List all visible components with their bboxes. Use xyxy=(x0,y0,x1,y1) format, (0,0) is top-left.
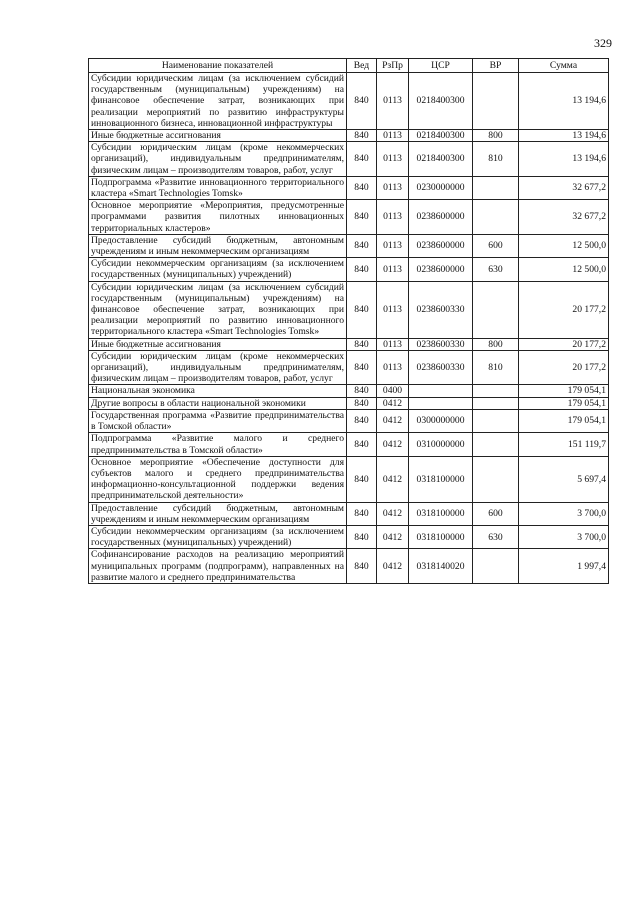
row-name-cell: Предоставление субсидий бюджетным, автономным учреждениям и иным некоммерческим организациям xyxy=(89,502,347,525)
row-csr-cell: 0238600000 xyxy=(409,234,473,257)
row-csr-cell: 0318100000 xyxy=(409,502,473,525)
row-name-cell: Субсидии юридическим лицам (кроме некоммерческих организаций), индивидуальным предпринимателям, физическим лицам – производителям товаров, работ, услуг xyxy=(89,142,347,177)
row-ved-cell: 840 xyxy=(347,409,377,432)
row-rzpr-cell: 0412 xyxy=(377,549,409,584)
table-row xyxy=(89,234,609,257)
row-name-cell: Иные бюджетные ассигнования xyxy=(89,338,347,350)
row-vr-cell xyxy=(473,200,519,235)
row-name-cell: Предоставление субсидий бюджетным, автономным учреждениям и иным некоммерческим организациям xyxy=(89,234,347,257)
row-ved-cell: 840 xyxy=(347,338,377,350)
row-sum-cell: 32 677,2 xyxy=(519,200,609,235)
row-vr-cell xyxy=(473,549,519,584)
row-sum-cell: 20 177,2 xyxy=(519,281,609,338)
header-ved: Вед xyxy=(347,59,377,73)
header-rzpr: РзПр xyxy=(377,59,409,73)
row-ved-cell: 840 xyxy=(347,433,377,456)
row-rzpr-cell: 0412 xyxy=(377,433,409,456)
row-vr-cell xyxy=(473,433,519,456)
row-sum-cell: 13 194,6 xyxy=(519,73,609,130)
row-sum-cell: 1 997,4 xyxy=(519,549,609,584)
row-csr-cell: 0300000000 xyxy=(409,409,473,432)
row-sum-cell: 13 194,6 xyxy=(519,130,609,142)
row-rzpr-cell: 0113 xyxy=(377,73,409,130)
row-csr-cell: 0230000000 xyxy=(409,176,473,199)
row-vr-cell xyxy=(473,281,519,338)
row-ved-cell: 840 xyxy=(347,234,377,257)
header-name: Наименование показателей xyxy=(89,59,347,73)
header-csr: ЦСР xyxy=(409,59,473,73)
row-ved-cell: 840 xyxy=(347,385,377,397)
row-sum-cell: 179 054,1 xyxy=(519,397,609,409)
row-ved-cell: 840 xyxy=(347,549,377,584)
row-ved-cell: 840 xyxy=(347,502,377,525)
budget-table xyxy=(88,58,609,584)
table-row xyxy=(89,397,609,409)
row-rzpr-cell: 0412 xyxy=(377,502,409,525)
row-sum-cell: 151 119,7 xyxy=(519,433,609,456)
table-row xyxy=(89,130,609,142)
row-vr-cell xyxy=(473,73,519,130)
row-csr-cell: 0238600330 xyxy=(409,281,473,338)
table-row xyxy=(89,385,609,397)
row-rzpr-cell: 0113 xyxy=(377,350,409,385)
row-ved-cell: 840 xyxy=(347,142,377,177)
row-rzpr-cell: 0113 xyxy=(377,234,409,257)
table-row xyxy=(89,350,609,385)
row-name-cell: Субсидии юридическим лицам (за исключением субсидий государственным (муниципальным) учреждениям) на финансовое обеспечение затрат, возникающих при реализации мероприятий по развитию инфраструктуры инновационного бизнеса, инновационной инфраструктуры xyxy=(89,73,347,130)
header-vr: ВР xyxy=(473,59,519,73)
table-row xyxy=(89,549,609,584)
row-ved-cell: 840 xyxy=(347,73,377,130)
row-ved-cell: 840 xyxy=(347,130,377,142)
row-rzpr-cell: 0113 xyxy=(377,258,409,281)
row-sum-cell: 3 700,0 xyxy=(519,525,609,548)
row-ved-cell: 840 xyxy=(347,200,377,235)
row-vr-cell xyxy=(473,409,519,432)
row-sum-cell: 3 700,0 xyxy=(519,502,609,525)
row-vr-cell xyxy=(473,385,519,397)
row-csr-cell: 0318100000 xyxy=(409,456,473,502)
row-sum-cell: 179 054,1 xyxy=(519,409,609,432)
row-name-cell: Иные бюджетные ассигнования xyxy=(89,130,347,142)
row-rzpr-cell: 0113 xyxy=(377,200,409,235)
row-rzpr-cell: 0113 xyxy=(377,176,409,199)
table-row xyxy=(89,502,609,525)
row-sum-cell: 5 697,4 xyxy=(519,456,609,502)
row-vr-cell: 600 xyxy=(473,234,519,257)
row-rzpr-cell: 0412 xyxy=(377,409,409,432)
row-name-cell: Подпрограмма «Развитие малого и среднего предпринимательства в Томской области» xyxy=(89,433,347,456)
row-sum-cell: 12 500,0 xyxy=(519,234,609,257)
row-csr-cell: 0238600000 xyxy=(409,200,473,235)
row-ved-cell: 840 xyxy=(347,258,377,281)
row-name-cell: Субсидии юридическим лицам (кроме некоммерческих организаций), индивидуальным предпринимателям, физическим лицам – производителям товаров, работ, услуг xyxy=(89,350,347,385)
table-header xyxy=(89,59,609,73)
table-row xyxy=(89,200,609,235)
row-rzpr-cell: 0400 xyxy=(377,385,409,397)
row-rzpr-cell: 0412 xyxy=(377,525,409,548)
row-name-cell: Другие вопросы в области национальной экономики xyxy=(89,397,347,409)
table-row xyxy=(89,525,609,548)
row-vr-cell xyxy=(473,456,519,502)
row-rzpr-cell: 0113 xyxy=(377,281,409,338)
row-csr-cell: 0238600000 xyxy=(409,258,473,281)
row-name-cell: Государственная программа «Развитие предпринимательства в Томской области» xyxy=(89,409,347,432)
row-ved-cell: 840 xyxy=(347,176,377,199)
row-sum-cell: 179 054,1 xyxy=(519,385,609,397)
row-sum-cell: 20 177,2 xyxy=(519,338,609,350)
row-vr-cell xyxy=(473,397,519,409)
row-csr-cell xyxy=(409,397,473,409)
table-row xyxy=(89,258,609,281)
row-vr-cell: 630 xyxy=(473,525,519,548)
table-row xyxy=(89,176,609,199)
row-csr-cell: 0218400300 xyxy=(409,130,473,142)
table-row xyxy=(89,142,609,177)
table-row xyxy=(89,281,609,338)
table-row xyxy=(89,73,609,130)
header-sum: Сумма xyxy=(519,59,609,73)
table-row xyxy=(89,338,609,350)
row-csr-cell: 0218400300 xyxy=(409,142,473,177)
row-rzpr-cell: 0113 xyxy=(377,130,409,142)
table-row xyxy=(89,409,609,432)
row-vr-cell: 630 xyxy=(473,258,519,281)
row-vr-cell: 810 xyxy=(473,350,519,385)
table-body xyxy=(89,73,609,584)
row-rzpr-cell: 0412 xyxy=(377,456,409,502)
row-sum-cell: 13 194,6 xyxy=(519,142,609,177)
row-rzpr-cell: 0113 xyxy=(377,338,409,350)
row-csr-cell: 0310000000 xyxy=(409,433,473,456)
row-vr-cell: 800 xyxy=(473,338,519,350)
row-name-cell: Субсидии некоммерческим организациям (за исключением государственных (муниципальных) учреждений) xyxy=(89,525,347,548)
table-row xyxy=(89,456,609,502)
header-row xyxy=(89,59,609,73)
row-csr-cell: 0238600330 xyxy=(409,338,473,350)
row-name-cell: Основное мероприятие «Обеспечение доступности для субъектов малого и среднего предпринимательства информационно-консультационной поддержки ведения предпринимательской деятельности» xyxy=(89,456,347,502)
row-name-cell: Основное мероприятие «Мероприятия, предусмотренные программами развития пилотных инновационных территориальных кластеров» xyxy=(89,200,347,235)
row-name-cell: Субсидии некоммерческим организациям (за исключением государственных (муниципальных) учреждений) xyxy=(89,258,347,281)
table-row xyxy=(89,433,609,456)
row-rzpr-cell: 0113 xyxy=(377,142,409,177)
row-sum-cell: 12 500,0 xyxy=(519,258,609,281)
row-vr-cell: 810 xyxy=(473,142,519,177)
row-vr-cell: 600 xyxy=(473,502,519,525)
row-sum-cell: 32 677,2 xyxy=(519,176,609,199)
row-csr-cell: 0318140020 xyxy=(409,549,473,584)
row-csr-cell: 0218400300 xyxy=(409,73,473,130)
row-vr-cell xyxy=(473,176,519,199)
row-sum-cell: 20 177,2 xyxy=(519,350,609,385)
row-ved-cell: 840 xyxy=(347,281,377,338)
row-name-cell: Подпрограмма «Развитие инновационного территориального кластера «Smart Technologies Tomsk» xyxy=(89,176,347,199)
row-csr-cell: 0318100000 xyxy=(409,525,473,548)
row-ved-cell: 840 xyxy=(347,350,377,385)
row-vr-cell: 800 xyxy=(473,130,519,142)
row-name-cell: Субсидии юридическим лицам (за исключением субсидий государственным (муниципальным) учреждениям) на финансовое обеспечение затрат, возникающих при реализации мероприятий по развитию инновационного территориального кластера «Smart Technologies Tomsk» xyxy=(89,281,347,338)
row-csr-cell xyxy=(409,385,473,397)
row-csr-cell: 0238600330 xyxy=(409,350,473,385)
row-name-cell: Софинансирование расходов на реализацию мероприятий муниципальных программ (подпрограмм), направленных на развитие малого и среднего предпринимательства xyxy=(89,549,347,584)
row-ved-cell: 840 xyxy=(347,525,377,548)
page-number: 329 xyxy=(594,36,612,50)
row-rzpr-cell: 0412 xyxy=(377,397,409,409)
row-name-cell: Национальная экономика xyxy=(89,385,347,397)
row-ved-cell: 840 xyxy=(347,456,377,502)
row-ved-cell: 840 xyxy=(347,397,377,409)
